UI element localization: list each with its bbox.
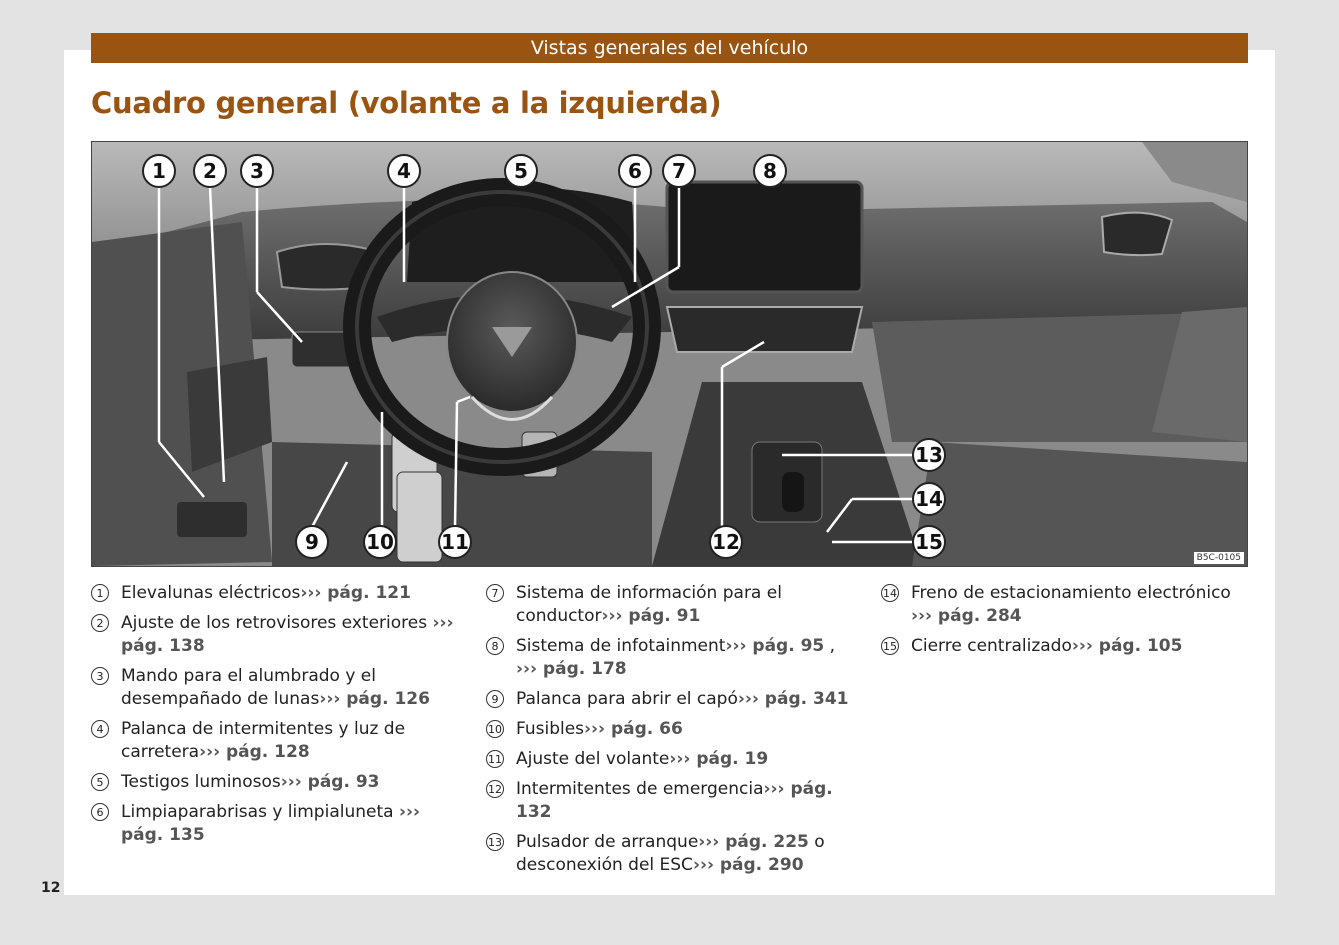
callout-4: 4 <box>387 154 421 188</box>
callout-1: 1 <box>142 154 176 188</box>
legend-number: 14 <box>881 584 899 602</box>
callout-2: 2 <box>193 154 227 188</box>
legend-number: 8 <box>486 637 504 655</box>
legend-item <box>91 718 461 764</box>
page-reference-link[interactable]: ››› pág. 66 <box>584 719 683 739</box>
legend-number: 2 <box>91 614 109 632</box>
legend-item <box>486 778 856 824</box>
callout-12: 12 <box>709 525 743 559</box>
callout-13: 13 <box>912 438 946 472</box>
page-reference-link[interactable]: ››› pág. 341 <box>737 689 849 709</box>
legend-text-continued: o desconexión del ESC <box>516 832 825 875</box>
legend-text: Freno de estacionamiento electrónico <box>911 583 1231 603</box>
page-reference-link[interactable]: ››› pág. 126 <box>319 689 430 709</box>
legend-number: 11 <box>486 750 504 768</box>
section-header <box>91 33 1248 63</box>
page-reference-link[interactable]: ››› pág. 91 <box>601 606 701 626</box>
page-reference-link[interactable]: ››› pág. 19 <box>669 749 769 769</box>
legend-column-2 <box>486 582 856 884</box>
legend-item <box>91 582 461 605</box>
legend-text: Pulsador de arranque <box>516 832 699 852</box>
figure-code: B5C-0105 <box>1194 552 1244 564</box>
legend-item <box>91 801 461 847</box>
legend-number: 15 <box>881 637 899 655</box>
page-reference-link[interactable]: ››› pág. 135 <box>121 802 420 845</box>
legend-number: 7 <box>486 584 504 602</box>
legend-item <box>486 748 856 771</box>
legend-number: 6 <box>91 803 109 821</box>
legend-number: 13 <box>486 833 504 851</box>
page-reference-link[interactable]: ››› pág. 93 <box>280 772 380 792</box>
legend-item <box>486 831 856 877</box>
page-reference-link[interactable]: ››› pág. 178 <box>516 659 627 679</box>
callout-14: 14 <box>912 482 946 516</box>
legend-item: 8 Sistema de infotainment››› pág. 95 , ››› pág. 178 <box>486 635 856 681</box>
legend-text: Elevalunas eléctricos <box>121 583 301 603</box>
legend-item <box>486 582 856 628</box>
legend-item <box>486 718 856 741</box>
legend-number: 10 <box>486 720 504 738</box>
legend-number: 9 <box>486 690 504 708</box>
legend-text: Sistema de infotainment <box>516 636 726 656</box>
legend-number: 5 <box>91 773 109 791</box>
dashboard-drawing <box>92 142 1247 566</box>
legend-text: Palanca de intermitentes y luz de carretera <box>121 719 406 762</box>
legend-item <box>91 612 461 658</box>
section-title: Vistas generales del vehículo <box>530 37 809 59</box>
page-reference-link[interactable]: ››› pág. 105 <box>1071 636 1183 656</box>
legend-item <box>881 582 1241 628</box>
legend-text: Intermitentes de emergencia <box>516 779 764 799</box>
legend-column-1 <box>91 582 461 854</box>
page-reference-link[interactable]: ››› pág. 225 <box>698 832 809 852</box>
callout-7: 7 <box>662 154 696 188</box>
callout-9: 9 <box>295 525 329 559</box>
legend-text: Palanca para abrir el capó <box>516 689 738 709</box>
page-number: 12 <box>41 880 61 896</box>
page-reference-link[interactable]: ››› pág. 284 <box>911 606 1022 626</box>
legend-number: 4 <box>91 720 109 738</box>
page-title: Cuadro general (volante a la izquierda) <box>91 86 722 120</box>
legend-text: Ajuste de los retrovisores exteriores <box>121 613 428 633</box>
legend-text: Mando para el alumbrado y el desempañado de lunas <box>121 666 376 709</box>
callout-15: 15 <box>912 525 946 559</box>
legend-item <box>91 771 461 794</box>
legend-text: Sistema de información para el conductor <box>516 583 782 626</box>
legend-number: 3 <box>91 667 109 685</box>
page-reference-link[interactable]: ››› pág. 128 <box>199 742 310 762</box>
callout-5: 5 <box>504 154 538 188</box>
dashboard-illustration <box>91 141 1248 567</box>
legend-number: 1 <box>91 584 109 602</box>
legend-number: 12 <box>486 780 504 798</box>
page-reference-link[interactable]: ››› pág. 95 <box>725 636 825 656</box>
legend-text: Fusibles <box>516 719 585 739</box>
page-reference-link[interactable]: ››› pág. 132 <box>516 779 833 822</box>
callout-8: 8 <box>753 154 787 188</box>
callout-10: 10 <box>363 525 397 559</box>
legend-item <box>91 665 461 711</box>
callout-3: 3 <box>240 154 274 188</box>
legend-text: Limpiaparabrisas y limpialuneta <box>121 802 394 822</box>
legend-item <box>486 688 856 711</box>
callout-11: 11 <box>438 525 472 559</box>
legend-text: Ajuste del volante <box>516 749 670 769</box>
page-reference-link[interactable]: ››› pág. 290 <box>692 855 804 875</box>
legend-text: Testigos luminosos <box>121 772 281 792</box>
legend-item <box>881 635 1241 658</box>
page-reference-link[interactable]: ››› pág. 121 <box>300 583 411 603</box>
legend-text: Cierre centralizado <box>911 636 1072 656</box>
legend-column-3 <box>881 582 1241 665</box>
page-reference-link[interactable]: ››› pág. 138 <box>121 613 454 656</box>
callout-6: 6 <box>618 154 652 188</box>
